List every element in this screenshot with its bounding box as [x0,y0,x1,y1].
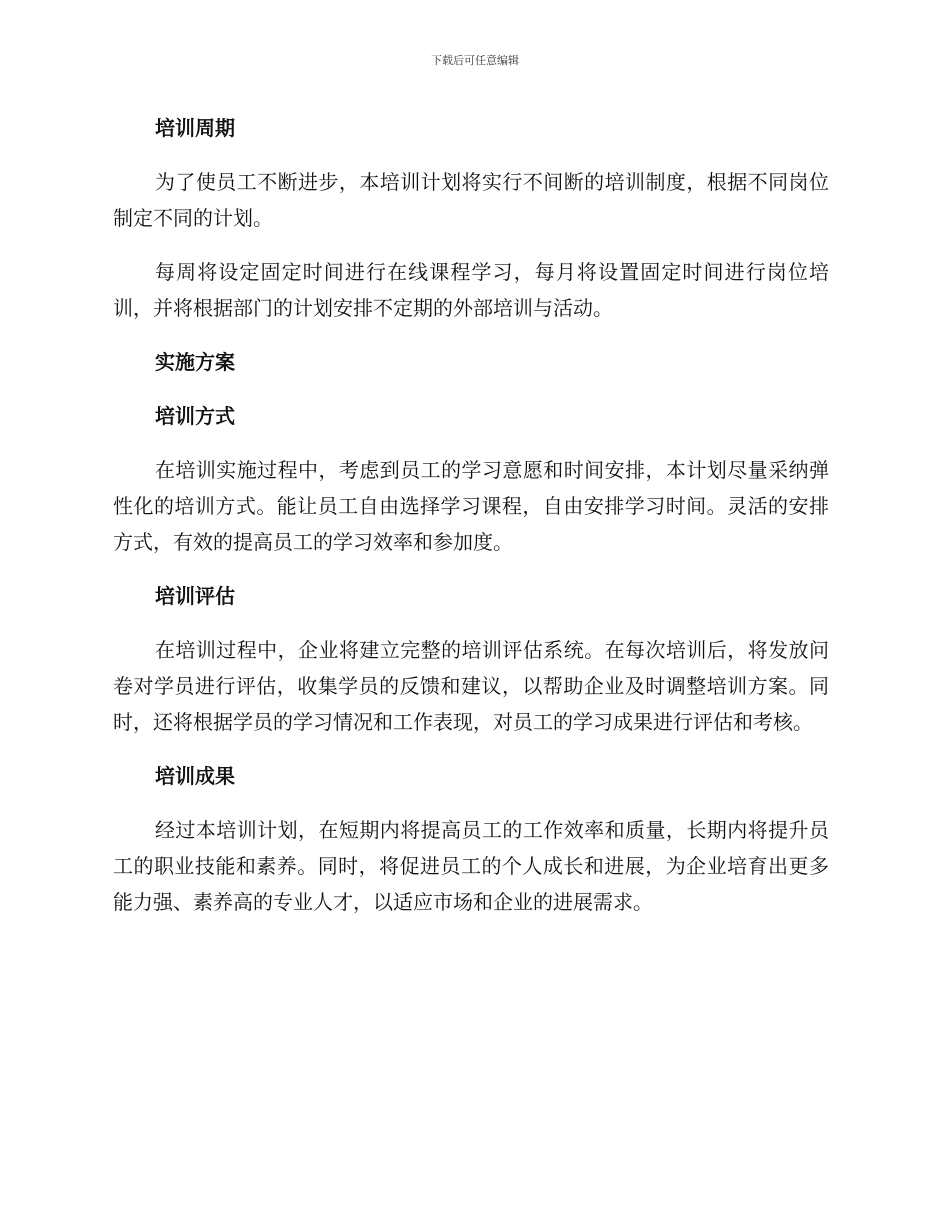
paragraph-training-cycle-2: 每周将设定固定时间进行在线课程学习，每月将设置固定时间进行岗位培训，并将根据部门的计划安排不定期的外部培训与活动。 [113,260,829,320]
paragraph-training-method: 在培训实施过程中，考虑到员工的学习意愿和时间安排，本计划尽量采纳弹性化的培训方式。能让员工自由选择学习课程，自由安排学习时间。灵活的安排方式，有效的提高员工的学习效率和参加度。 [113,458,829,554]
document-body [113,110,829,938]
paragraph-training-evaluation: 在培训过程中，企业将建立完整的培训评估系统。在每次培训后，将发放问卷对学员进行评估，收集学员的反馈和建议，以帮助企业及时调整培训方案。同时，还将根据学员的学习情况和工作表现，对员工的学习成果进行评估和考核。 [113,638,829,734]
section-heading-training-evaluation: 培训评估 [155,584,235,608]
section-heading-training-results: 培训成果 [155,764,235,788]
section-heading-implementation: 实施方案 [155,350,235,374]
paragraph-training-results: 经过本培训计划，在短期内将提高员工的工作效率和质量，长期内将提升员工的职业技能和素养。同时，将促进员工的个人成长和进展，为企业培育出更多能力强、素养高的专业人才，以适应市场和企业的进展需求。 [113,818,829,914]
section-heading-training-method: 培训方式 [155,404,235,428]
page-header-note: 下载后可任意编辑 [431,54,519,67]
section-heading-training-cycle: 培训周期 [155,116,235,140]
paragraph-training-cycle-1: 为了使员工不断进步，本培训计划将实行不间断的培训制度，根据不同岗位制定不同的计划。 [113,170,829,230]
